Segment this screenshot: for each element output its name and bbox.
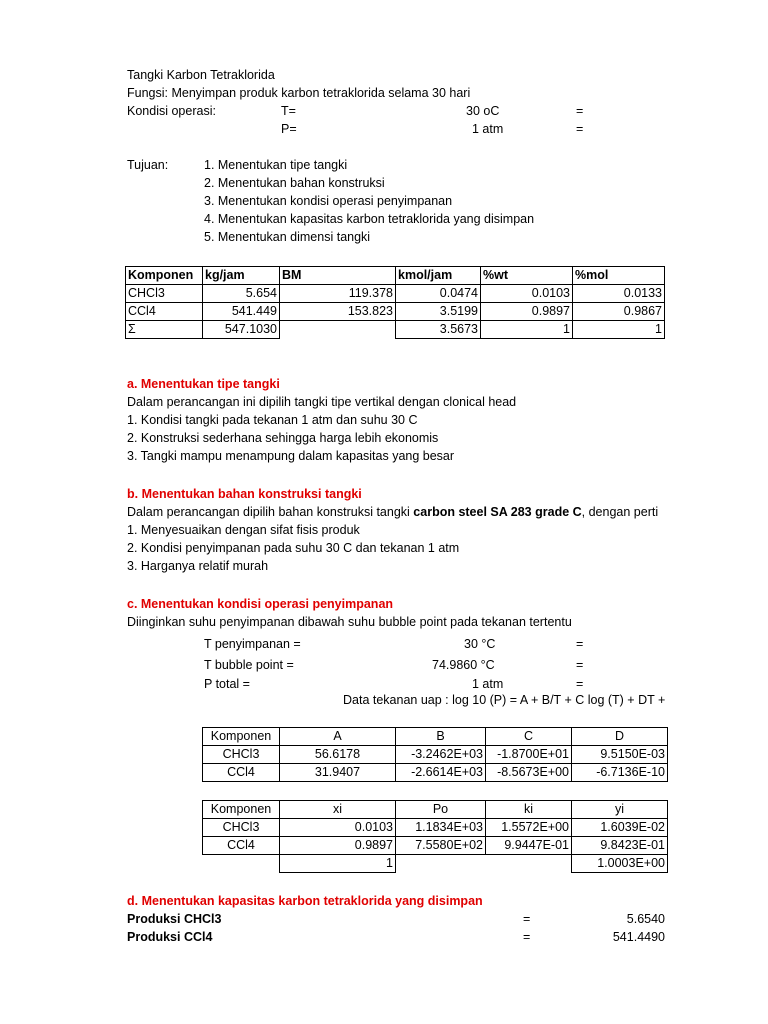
production-equals: = <box>523 912 531 926</box>
table-cell: -1.8700E+01 <box>486 746 572 764</box>
table-row <box>203 837 668 855</box>
header-cell: xi <box>280 801 396 819</box>
param-value: 1 atm <box>472 677 504 691</box>
p-label: P= <box>281 122 297 136</box>
table-cell: 9.5150E-03 <box>572 746 668 764</box>
table-cell: 7.5580E+02 <box>396 837 486 855</box>
table-cell: 56.6178 <box>280 746 396 764</box>
table-cell: -3.2462E+03 <box>396 746 486 764</box>
param-equals: = <box>576 658 584 672</box>
table-cell: 1.6039E-02 <box>572 819 668 837</box>
p-equals: = <box>576 122 584 136</box>
header-cell: A <box>280 728 396 746</box>
param-label: T penyimpanan = <box>204 637 301 651</box>
table-cell-empty <box>486 855 572 873</box>
t-value: 30 oC <box>466 104 500 118</box>
table-cell: CCl4 <box>203 837 280 855</box>
tujuan-item: 2. Menentukan bahan konstruksi <box>204 176 385 190</box>
table-cell: 3.5199 <box>396 303 481 321</box>
header-cell: C <box>486 728 572 746</box>
table-cell: 9.8423E-01 <box>572 837 668 855</box>
section-a-line: Dalam perancangan ini dipilih tangki tipe vertikal dengan clonical head <box>127 395 517 409</box>
param-label: P total = <box>204 677 250 691</box>
header-cell: Komponen <box>126 267 203 285</box>
section-b-intro <box>127 504 672 520</box>
table-row <box>126 285 665 303</box>
tujuan-label: Tujuan: <box>127 158 169 172</box>
section-c-intro: Diinginkan suhu penyimpanan dibawah suhu bubble point pada tekanan tertentu <box>127 615 572 629</box>
param-value: 30 °C <box>464 637 496 651</box>
material-name: carbon steel SA 283 grade C <box>413 505 582 519</box>
table-cell: CHCl3 <box>203 746 280 764</box>
table-cell: 9.9447E-01 <box>486 837 572 855</box>
table-cell: CCl4 <box>203 764 280 782</box>
production-value: 5.6540 <box>626 912 665 926</box>
table-cell: 0.0133 <box>573 285 665 303</box>
t-equals: = <box>576 104 584 118</box>
table-row <box>203 819 668 837</box>
header-cell: Komponen <box>203 728 280 746</box>
p-value: 1 atm <box>472 122 504 136</box>
table-cell: 0.0103 <box>481 285 573 303</box>
table-row <box>203 746 668 764</box>
header-cell: B <box>396 728 486 746</box>
section-a-line: 1. Kondisi tangki pada tekanan 1 atm dan suhu 30 C <box>127 413 418 427</box>
table-cell: 0.9897 <box>481 303 573 321</box>
tujuan-item: 5. Menentukan dimensi tangki <box>204 230 371 244</box>
section-d-title: d. Menentukan kapasitas karbon tetraklorida yang disimpan <box>127 894 483 908</box>
table-row <box>126 303 665 321</box>
intro-text-tail: , dengan perti <box>581 505 659 519</box>
production-label: Produksi CCl4 <box>127 930 213 944</box>
header-cell: kg/jam <box>203 267 280 285</box>
section-a-title: a. Menentukan tipe tangki <box>127 377 280 391</box>
table-cell: 119.378 <box>280 285 396 303</box>
table-cell: 541.449 <box>203 303 280 321</box>
table-cell: 3.5673 <box>396 321 481 339</box>
fungsi-text: Fungsi: Menyimpan produk karbon tetraklorida selama 30 hari <box>127 86 471 100</box>
section-b-line: 1. Menyesuaikan dengan sifat fisis produk <box>127 523 360 537</box>
table-cell: -6.7136E-10 <box>572 764 668 782</box>
production-label: Produksi CHCl3 <box>127 912 222 926</box>
table-cell: Σ <box>126 321 203 339</box>
param-equals: = <box>576 677 584 691</box>
table-cell: 1.5572E+00 <box>486 819 572 837</box>
intro-text: Dalam perancangan dipilih bahan konstruksi tangki <box>127 505 414 519</box>
table-cell: CCl4 <box>126 303 203 321</box>
table-header-row <box>203 801 668 819</box>
table-cell: CHCl3 <box>203 819 280 837</box>
header-cell: yi <box>572 801 668 819</box>
table-cell: 153.823 <box>280 303 396 321</box>
kondisi-label: Kondisi operasi: <box>127 104 216 118</box>
table-cell: 1.1834E+03 <box>396 819 486 837</box>
header-cell: Po <box>396 801 486 819</box>
vapor-pressure-formula: Data tekanan uap : log 10 (P) = A + B/T + C log (T) + DT + <box>343 693 666 707</box>
table-cell: 5.654 <box>203 285 280 303</box>
production-value: 541.4490 <box>612 930 665 944</box>
tujuan-item: 3. Menentukan kondisi operasi penyimpanan <box>204 194 453 208</box>
table-cell: 0.0103 <box>280 819 396 837</box>
table-header-row <box>203 728 668 746</box>
header-cell: %wt <box>481 267 573 285</box>
header-cell: ki <box>486 801 572 819</box>
table-cell: 547.1030 <box>203 321 280 339</box>
header-cell: Komponen <box>203 801 280 819</box>
sum-yi-cell: 1.0003E+00 <box>572 855 668 873</box>
header-cell: D <box>572 728 668 746</box>
table-cell: 31.9407 <box>280 764 396 782</box>
param-value: 74.9860 °C <box>432 658 495 672</box>
table-header-row <box>126 267 665 285</box>
tujuan-item: 1. Menentukan tipe tangki <box>204 158 348 172</box>
section-b-line: 3. Harganya relatif murah <box>127 559 269 573</box>
production-equals: = <box>523 930 531 944</box>
section-c-title: c. Menentukan kondisi operasi penyimpanan <box>127 597 394 611</box>
section-a-line: 3. Tangki mampu menampung dalam kapasitas yang besar <box>127 449 455 463</box>
table-cell: CHCl3 <box>126 285 203 303</box>
section-b-title: b. Menentukan bahan konstruksi tangki <box>127 487 362 501</box>
bubble-point-table <box>202 800 668 873</box>
param-label: T bubble point = <box>204 658 294 672</box>
antoine-constants-table <box>202 727 668 782</box>
param-equals: = <box>576 637 584 651</box>
table-cell: 0.0474 <box>396 285 481 303</box>
section-b-line: 2. Kondisi penyimpanan pada suhu 30 C dan tekanan 1 atm <box>127 541 460 555</box>
tujuan-item: 4. Menentukan kapasitas karbon tetraklorida yang disimpan <box>204 212 535 226</box>
header-cell: BM <box>280 267 396 285</box>
table-cell-empty <box>396 855 486 873</box>
table-total-row <box>203 855 668 873</box>
table-cell: -8.5673E+00 <box>486 764 572 782</box>
document-title: Tangki Karbon Tetraklorida <box>127 68 275 82</box>
table-cell: 0.9867 <box>573 303 665 321</box>
table-cell: -2.6614E+03 <box>396 764 486 782</box>
section-a-line: 2. Konstruksi sederhana sehingga harga lebih ekonomis <box>127 431 439 445</box>
t-label: T= <box>281 104 296 118</box>
table-cell: 1 <box>481 321 573 339</box>
table-total-row <box>126 321 665 339</box>
table-cell-empty <box>280 321 396 339</box>
header-cell: kmol/jam <box>396 267 481 285</box>
table-cell: 1 <box>573 321 665 339</box>
header-cell: %mol <box>573 267 665 285</box>
composition-table <box>125 266 665 339</box>
table-cell-empty <box>203 855 280 873</box>
table-row <box>203 764 668 782</box>
sum-xi-cell: 1 <box>280 855 396 873</box>
table-cell: 0.9897 <box>280 837 396 855</box>
